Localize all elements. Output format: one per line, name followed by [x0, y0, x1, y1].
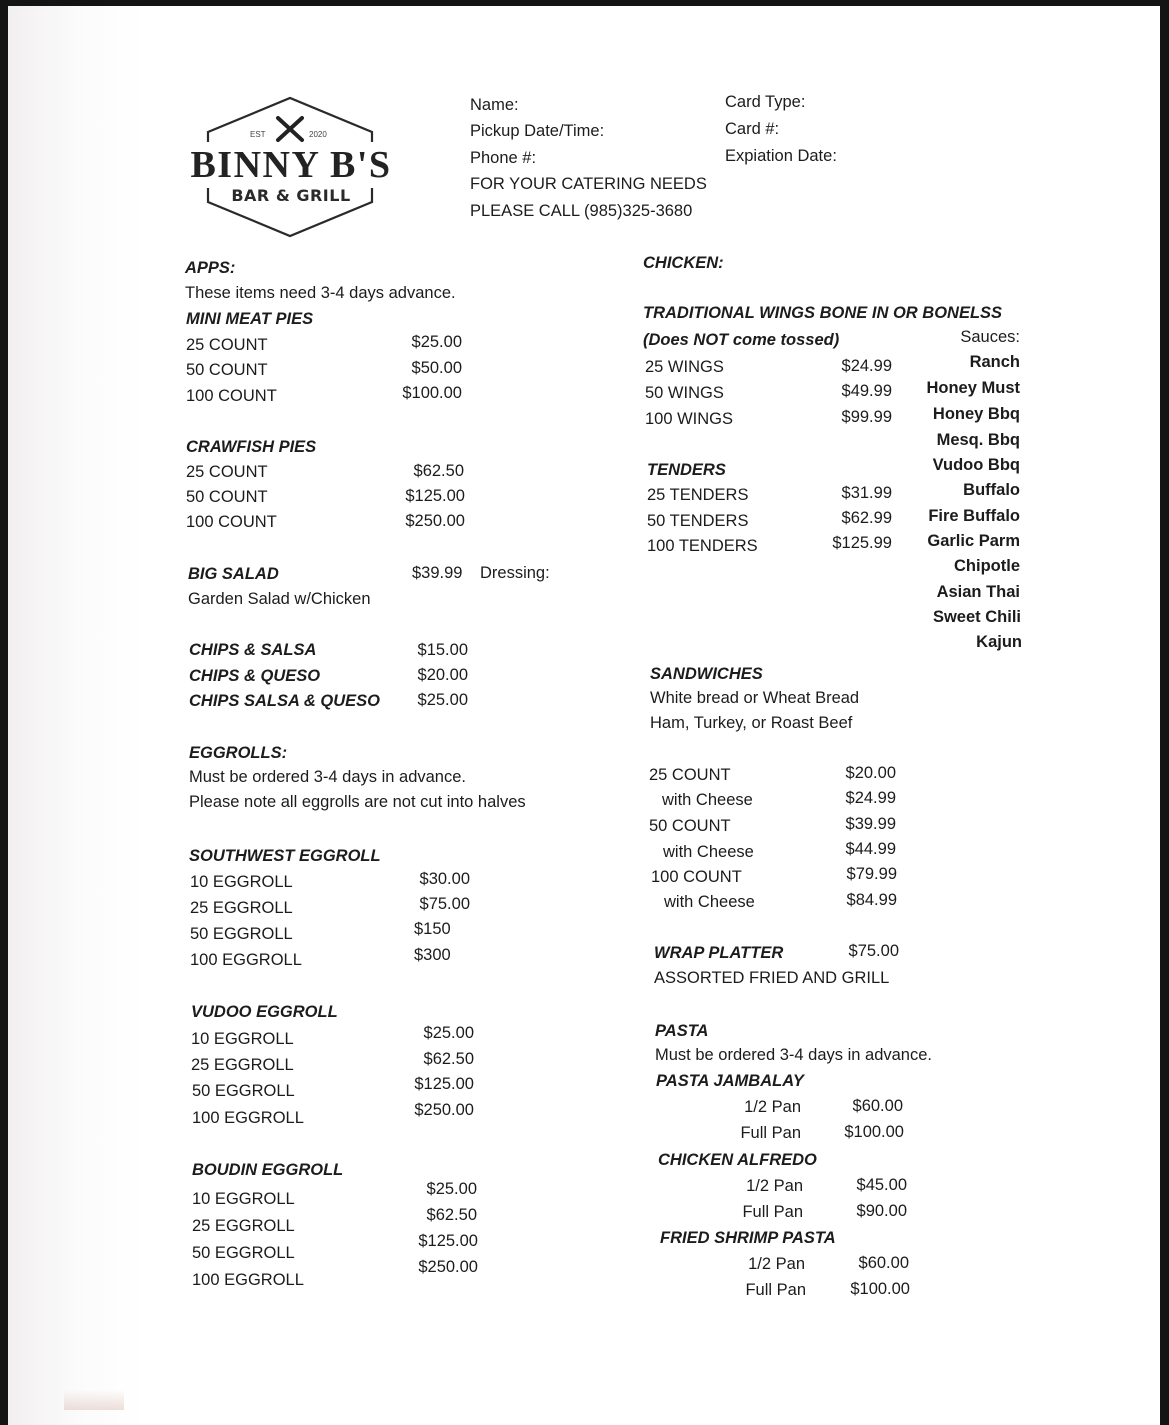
logo-subtitle: BAR & GRILL [231, 186, 351, 205]
chips-label: CHIPS SALSA & QUESO [189, 692, 380, 710]
form-phone-label: Phone #: [470, 149, 537, 167]
menu-item-price: $24.99 [845, 789, 896, 807]
sauce-item: Kajun [976, 633, 1022, 651]
logo-year: 2020 [309, 130, 327, 139]
menu-item-label: 50 COUNT [186, 488, 268, 506]
sauce-item: Sweet Chili [932, 608, 1021, 626]
vudoo-eggroll-heading: VUDOO EGGROLL [191, 1003, 338, 1021]
menu-item-label: 100 COUNT [651, 868, 742, 886]
sauce-item: Honey Bbq [932, 405, 1020, 423]
tenders-heading: TENDERS [647, 461, 726, 479]
sauce-item: Chipotle [954, 557, 1020, 575]
menu-item-price: $24.99 [841, 357, 892, 375]
menu-item-label: 25 COUNT [186, 463, 268, 481]
menu-item-price: $62.50 [426, 1206, 477, 1224]
menu-item-label: Full Pan [745, 1281, 806, 1299]
catering-phone-line: PLEASE CALL (985)325-3680 [470, 202, 693, 220]
menu-item-label: 50 EGGROLL [190, 925, 293, 943]
big-salad-heading: BIG SALAD [188, 565, 279, 583]
form-name-label: Name: [470, 96, 519, 114]
sandwiches-meat: Ham, Turkey, or Roast Beef [650, 714, 853, 732]
menu-item-price: $49.99 [841, 382, 892, 400]
form-pickup-label: Pickup Date/Time: [470, 122, 605, 140]
sauce-item: Asian Thai [936, 583, 1020, 601]
eggrolls-note: Please note all eggrolls are not cut into halves [189, 793, 526, 811]
menu-item-label: 1/2 Pan [746, 1177, 803, 1195]
menu-item-label: 25 COUNT [649, 766, 731, 784]
menu-item-price: $62.99 [841, 509, 892, 527]
fried-shrimp-pasta-heading: FRIED SHRIMP PASTA [660, 1229, 836, 1247]
paper-shadow [64, 1390, 124, 1410]
wrap-platter-price: $75.00 [848, 942, 899, 960]
menu-item-price: $100.00 [402, 384, 462, 402]
wrap-platter-desc: ASSORTED FRIED AND GRILL [654, 969, 890, 987]
sandwiches-bread: White bread or Wheat Bread [650, 689, 860, 707]
menu-item-label: 25 TENDERS [647, 486, 749, 504]
menu-item-label: 10 EGGROLL [192, 1190, 295, 1208]
menu-item-price: $250.00 [405, 512, 465, 530]
menu-item-price: $150 [414, 920, 451, 938]
sauce-item: Ranch [969, 353, 1020, 371]
eggrolls-heading: EGGROLLS: [189, 744, 288, 762]
menu-item-label: 100 COUNT [186, 387, 277, 405]
menu-item-price: $79.99 [846, 865, 897, 883]
menu-item-price: $20.00 [845, 764, 896, 782]
menu-item-label: 50 COUNT [649, 817, 731, 835]
menu-item-price: $50.00 [411, 359, 462, 377]
menu-item-price: $44.99 [845, 840, 896, 858]
menu-item-price: $250.00 [414, 1101, 474, 1119]
sauce-item: Mesq. Bbq [936, 431, 1020, 449]
sauce-item: Buffalo [963, 481, 1020, 499]
boudin-eggroll-heading: BOUDIN EGGROLL [192, 1161, 344, 1179]
menu-item-price: $125.00 [414, 1075, 474, 1093]
menu-item-label: 100 EGGROLL [190, 951, 302, 969]
menu-item-price: $31.99 [841, 484, 892, 502]
menu-item-label: with Cheese [663, 843, 754, 861]
menu-item-price: $60.00 [858, 1254, 909, 1272]
southwest-eggroll-heading: SOUTHWEST EGGROLL [189, 847, 381, 865]
menu-item-price: $62.50 [423, 1050, 474, 1068]
menu-item-price: $45.00 [856, 1176, 907, 1194]
menu-item-price: $125.00 [405, 487, 465, 505]
menu-item-label: 1/2 Pan [748, 1255, 805, 1273]
sandwiches-heading: SANDWICHES [650, 665, 763, 683]
menu-item-price: $60.00 [852, 1097, 903, 1115]
eggrolls-note: Must be ordered 3-4 days in advance. [189, 768, 466, 786]
chips-label: CHIPS & QUESO [189, 667, 321, 685]
sauce-item: Honey Must [926, 379, 1020, 397]
menu-item-price: $25.00 [411, 333, 462, 351]
menu-item-label: 10 EGGROLL [190, 873, 293, 891]
menu-item-price: $20.00 [417, 666, 468, 684]
sauce-item: Vudoo Bbq [932, 456, 1020, 474]
menu-item-label: 25 EGGROLL [192, 1217, 295, 1235]
menu-item-price: $100.00 [850, 1280, 910, 1298]
menu-item-label: 100 WINGS [645, 410, 734, 428]
menu-item-price: $62.50 [413, 462, 464, 480]
pasta-jambalaya-heading: PASTA JAMBALAY [656, 1072, 804, 1090]
logo-est: EST [250, 130, 266, 139]
menu-item-price: $30.00 [419, 870, 470, 888]
menu-item-label: 100 EGGROLL [192, 1109, 304, 1127]
menu-item-price: $39.99 [845, 815, 896, 833]
menu-item-label: with Cheese [662, 791, 753, 809]
menu-item-label: 10 EGGROLL [191, 1030, 294, 1048]
wrap-platter-heading: WRAP PLATTER [654, 944, 784, 962]
menu-item-price: $90.00 [856, 1202, 907, 1220]
chicken-alfredo-heading: CHICKEN ALFREDO [658, 1151, 817, 1169]
menu-item-label: 50 EGGROLL [192, 1082, 295, 1100]
sauces-heading: Sauces: [960, 328, 1020, 346]
menu-item-price: $125.00 [418, 1232, 478, 1250]
menu-item-price: $125.99 [832, 534, 892, 552]
menu-item-price: $25.00 [426, 1180, 477, 1198]
menu-item-price: $25.00 [423, 1024, 474, 1042]
menu-item-label: Full Pan [742, 1203, 803, 1221]
menu-item-label: 50 TENDERS [647, 512, 749, 530]
sauce-item: Fire Buffalo [928, 507, 1020, 525]
menu-item-price: $15.00 [417, 641, 468, 659]
logo-brand: BINNY B'S [175, 142, 407, 188]
menu-item-label: 50 COUNT [186, 361, 268, 379]
menu-item-label: 25 COUNT [186, 336, 268, 354]
menu-item-label: 100 EGGROLL [192, 1271, 304, 1289]
menu-item-label: Full Pan [740, 1124, 801, 1142]
menu-item-label: with Cheese [664, 893, 755, 911]
menu-item-label: 100 TENDERS [647, 537, 758, 555]
mini-meat-pies-heading: MINI MEAT PIES [186, 310, 314, 328]
form-card-number-label: Card #: [725, 120, 780, 138]
menu-item-price: $250.00 [418, 1258, 478, 1276]
apps-note: These items need 3-4 days advance. [185, 284, 456, 302]
menu-item-price: $75.00 [419, 895, 470, 913]
wings-subtitle: (Does NOT come tossed) [643, 331, 840, 349]
form-expiration-label: Expiation Date: [725, 147, 837, 165]
menu-item-label: 1/2 Pan [744, 1098, 801, 1116]
form-card-type-label: Card Type: [725, 93, 806, 111]
menu-item-label: 25 EGGROLL [191, 1056, 294, 1074]
crawfish-pies-heading: CRAWFISH PIES [186, 438, 317, 456]
sauce-item: Garlic Parm [927, 532, 1020, 550]
chips-label: CHIPS & SALSA [189, 641, 317, 659]
menu-item-price: $300 [414, 946, 451, 964]
menu-item-label: 100 COUNT [186, 513, 277, 531]
catering-line: FOR YOUR CATERING NEEDS [470, 175, 707, 193]
menu-item-price: $25.00 [417, 691, 468, 709]
menu-item-label: 50 EGGROLL [192, 1244, 295, 1262]
dressing-label: Dressing: [480, 564, 550, 582]
chicken-heading: CHICKEN: [643, 254, 724, 272]
menu-item-price: $99.99 [841, 408, 892, 426]
menu-item-price: $84.99 [846, 891, 897, 909]
menu-item-label: 50 WINGS [645, 384, 724, 402]
big-salad-desc: Garden Salad w/Chicken [188, 590, 371, 608]
big-salad-price: $39.99 [412, 564, 463, 582]
wings-heading: TRADITIONAL WINGS BONE IN OR BONELSS [643, 304, 1003, 322]
menu-item-label: 25 WINGS [645, 358, 724, 376]
pasta-note: Must be ordered 3-4 days in advance. [655, 1046, 932, 1064]
menu-item-label: 25 EGGROLL [190, 899, 293, 917]
menu-item-price: $100.00 [844, 1123, 904, 1141]
pasta-heading: PASTA [655, 1022, 709, 1040]
apps-heading: APPS: [185, 259, 236, 277]
